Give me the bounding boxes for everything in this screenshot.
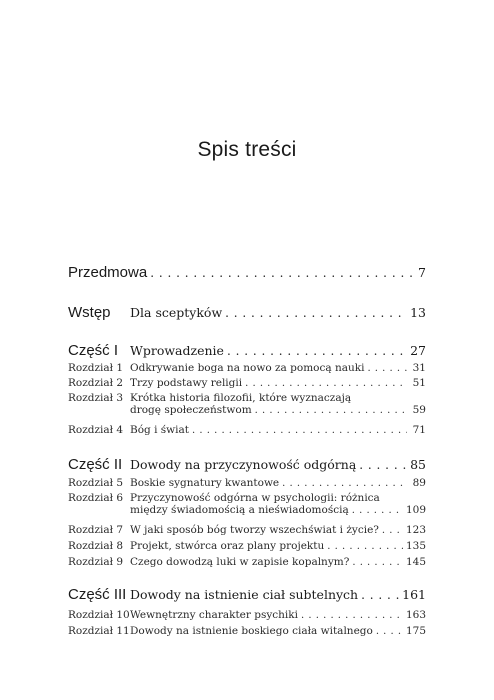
page-number: 89: [412, 477, 426, 489]
chapter-title: Dowody na istnienie boskiego ciała witalnego: [130, 625, 373, 637]
toc-chapter: [68, 540, 426, 552]
toc-title: Spis treści: [197, 138, 297, 161]
page-number: 123: [405, 524, 426, 536]
leader-dots: [282, 478, 407, 489]
part-label: Część III: [68, 586, 127, 603]
chapter-title: Czego dowodzą luki w zapisie kopalnym?: [130, 556, 350, 568]
leader-dots: [245, 378, 407, 389]
toc-chapter: [68, 477, 426, 489]
page-number: 27: [410, 343, 426, 358]
toc-chapter: [68, 392, 426, 416]
leader-dots: [225, 306, 407, 320]
toc-part-1: [68, 342, 426, 359]
leader-dots: [327, 541, 403, 552]
page-number: 7: [418, 265, 426, 280]
page-number: 31: [412, 362, 426, 374]
chapter-title-continued: drogę społeczeństwom: [130, 404, 252, 416]
page-number: 51: [412, 377, 426, 389]
toc-chapter: [68, 609, 426, 621]
leader-dots: [352, 505, 403, 516]
leader-dots: [192, 425, 407, 436]
part-title: Dowody na istnienie ciał subtelnych: [130, 587, 359, 602]
chapter-number: Rozdział 4: [68, 424, 124, 436]
leader-dots: [301, 610, 403, 621]
toc-part-3: [68, 586, 426, 603]
page-number: 59: [412, 404, 426, 416]
chapter-title: Odkrywanie boga na nowo za pomocą nauki: [130, 362, 365, 374]
part-title: Wprowadzenie: [130, 343, 224, 358]
part-title: Dowody na przyczynowość odgórną: [130, 457, 357, 472]
chapter-number: Rozdział 8: [68, 540, 124, 552]
entry-label: Wstęp: [68, 304, 111, 321]
leader-dots: [255, 405, 407, 416]
toc-chapter: [68, 625, 426, 637]
page-number: 109: [405, 504, 426, 516]
leader-dots: [359, 458, 407, 472]
page-number: 145: [405, 556, 426, 568]
chapter-title: Bóg i świat: [130, 424, 190, 436]
leader-dots: [227, 344, 407, 358]
page-number: 71: [412, 424, 426, 436]
page-number: 175: [405, 625, 426, 637]
chapter-number: Rozdział 10: [68, 609, 130, 621]
chapter-title: Trzy podstawy religii: [130, 377, 243, 389]
leader-dots: [352, 557, 403, 568]
toc-chapter: [68, 556, 426, 568]
entry-title: Przedmowa: [68, 264, 148, 281]
chapter-number: Rozdział 6: [68, 492, 124, 504]
page-number: 13: [410, 305, 426, 320]
toc-entry-przedmowa: [68, 264, 426, 281]
page-number: 85: [410, 457, 426, 472]
entry-title: Dla sceptyków: [130, 305, 223, 320]
page-number: 161: [402, 587, 426, 602]
toc-chapter: [68, 492, 426, 516]
chapter-title: W jaki sposób bóg tworzy wszechświat i życie?: [130, 524, 379, 536]
leader-dots: [361, 588, 399, 602]
toc-chapter: [68, 424, 426, 436]
chapter-number: Rozdział 2: [68, 377, 124, 389]
chapter-title: Wewnętrzny charakter psychiki: [130, 609, 299, 621]
chapter-title: Boskie sygnatury kwantowe: [130, 477, 280, 489]
chapter-number: Rozdział 9: [68, 556, 124, 568]
toc-chapter: [68, 377, 426, 389]
leader-dots: [376, 626, 403, 637]
leader-dots: [150, 266, 415, 280]
page-number: 135: [405, 540, 426, 552]
toc-entry-wstep: [68, 304, 426, 321]
chapter-number: Rozdział 5: [68, 477, 124, 489]
toc-part-2: [68, 456, 426, 473]
chapter-title-continued: między świadomością a nieświadomością: [130, 504, 349, 516]
chapter-title: Krótka historia filozofii, które wyznaczają: [130, 392, 352, 404]
chapter-number: Rozdział 11: [68, 625, 130, 637]
toc-chapter: [68, 362, 426, 374]
leader-dots: [382, 525, 403, 536]
chapter-title: Przyczynowość odgórna w psychologii: różnica: [130, 492, 380, 504]
part-label: Część II: [68, 456, 123, 473]
chapter-number: Rozdział 3: [68, 392, 124, 404]
part-label: Część I: [68, 342, 119, 359]
toc-chapter: [68, 524, 426, 536]
chapter-number: Rozdział 7: [68, 524, 124, 536]
page-number: 163: [405, 609, 426, 621]
leader-dots: [367, 363, 407, 374]
chapter-title: Projekt, stwórca oraz plany projektu: [130, 540, 325, 552]
chapter-number: Rozdział 1: [68, 362, 124, 374]
